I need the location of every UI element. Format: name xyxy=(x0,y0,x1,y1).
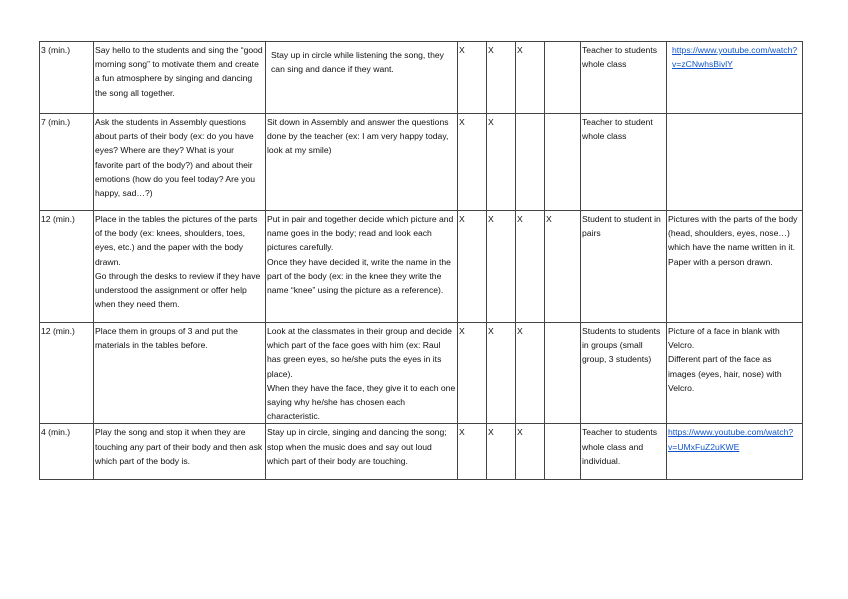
student-activity-cell: Sit down in Assembly and answer the questions done by the teacher (ex: I am very happy today, look at my smile) xyxy=(266,114,458,211)
youtube-link[interactable]: https://www.youtube.com/watch?v=UMxFuZ2uKWE xyxy=(668,427,794,452)
mark-cell xyxy=(545,114,581,211)
teacher-activity-cell: Play the song and stop it when they are touching any part of their body and then ask which part of the body is. xyxy=(94,424,266,480)
mark-cell: X xyxy=(516,211,545,323)
grouping-cell: Teacher to students whole class xyxy=(581,42,667,114)
mark-cell: X xyxy=(458,424,487,480)
student-activity-cell: Stay up in circle while listening the song, they can sing and dance if they want. xyxy=(266,42,458,114)
teacher-activity-cell: Ask the students in Assembly questions about parts of their body (ex: do you have eyes? Where are they? What is your favorite part of the body?) and about their emotions (how do you feel today? Are you happy, sad…?) xyxy=(94,114,266,211)
resources-cell xyxy=(667,42,803,114)
mark-cell: X xyxy=(458,211,487,323)
time-cell: 12 (min.) xyxy=(40,211,94,323)
resources-cell: Picture of a face in blank with Velcro. Different part of the face as images (eyes, hair, nose) with Velcro. xyxy=(667,323,803,424)
mark-cell: X xyxy=(516,323,545,424)
time-cell: 12 (min.) xyxy=(40,323,94,424)
resources-cell xyxy=(667,424,803,480)
student-activity-cell: Stay up in circle, singing and dancing the song; stop when the music does and say out loud which part of their body are touching. xyxy=(266,424,458,480)
time-cell: 4 (min.) xyxy=(40,424,94,480)
table-row xyxy=(40,424,803,480)
resources-cell xyxy=(667,114,803,211)
student-activity-cell: Look at the classmates in their group and decide which part of the face goes with him (ex: Raul has green eyes, so he/she puts the eyes in its place). When they have the face, they give it to each one saying why he/she has chosen each characteristic. xyxy=(266,323,458,424)
mark-cell: X xyxy=(458,323,487,424)
time-cell: 3 (min.) xyxy=(40,42,94,114)
lesson-plan-table xyxy=(39,41,803,480)
table-row xyxy=(40,323,803,424)
time-cell: 7 (min.) xyxy=(40,114,94,211)
table-row xyxy=(40,42,803,114)
student-activity-cell: Put in pair and together decide which picture and name goes in the body; read and look each pictures carefully. Once they have decided it, write the name in the part of the body (ex: in the knee they write the name “knee” using the picture as a reference). xyxy=(266,211,458,323)
mark-cell: X xyxy=(458,114,487,211)
mark-cell: X xyxy=(516,424,545,480)
table-row xyxy=(40,114,803,211)
grouping-cell: Teacher to student whole class xyxy=(581,114,667,211)
mark-cell: X xyxy=(487,114,516,211)
mark-cell: X xyxy=(458,42,487,114)
mark-cell xyxy=(545,323,581,424)
mark-cell xyxy=(545,42,581,114)
teacher-activity-cell: Place in the tables the pictures of the parts of the body (ex: knees, shoulders, toes, eyes, etc.) and the paper with the body drawn. Go through the desks to review if they have understood the assignment or offer help when they need them. xyxy=(94,211,266,323)
mark-cell: X xyxy=(516,42,545,114)
teacher-activity-cell: Place them in groups of 3 and put the materials in the tables before. xyxy=(94,323,266,424)
table-row xyxy=(40,211,803,323)
grouping-cell: Student to student in pairs xyxy=(581,211,667,323)
resources-cell: Pictures with the parts of the body (head, shoulders, eyes, nose…) which have the name written in it. Paper with a person drawn. xyxy=(667,211,803,323)
mark-cell: X xyxy=(487,323,516,424)
teacher-activity-cell: Say hello to the students and sing the “good morning song” to motivate them and create a fun atmosphere by singing and dancing the song all together. xyxy=(94,42,266,114)
mark-cell xyxy=(516,114,545,211)
grouping-cell: Students to students in groups (small group, 3 students) xyxy=(581,323,667,424)
mark-cell xyxy=(545,424,581,480)
mark-cell: X xyxy=(487,42,516,114)
youtube-link[interactable]: https://www.youtube.com/watch?v=zCNwhsBivlY xyxy=(672,45,798,70)
mark-cell: X xyxy=(487,424,516,480)
grouping-cell: Teacher to students whole class and individual. xyxy=(581,424,667,480)
mark-cell: X xyxy=(487,211,516,323)
mark-cell: X xyxy=(545,211,581,323)
